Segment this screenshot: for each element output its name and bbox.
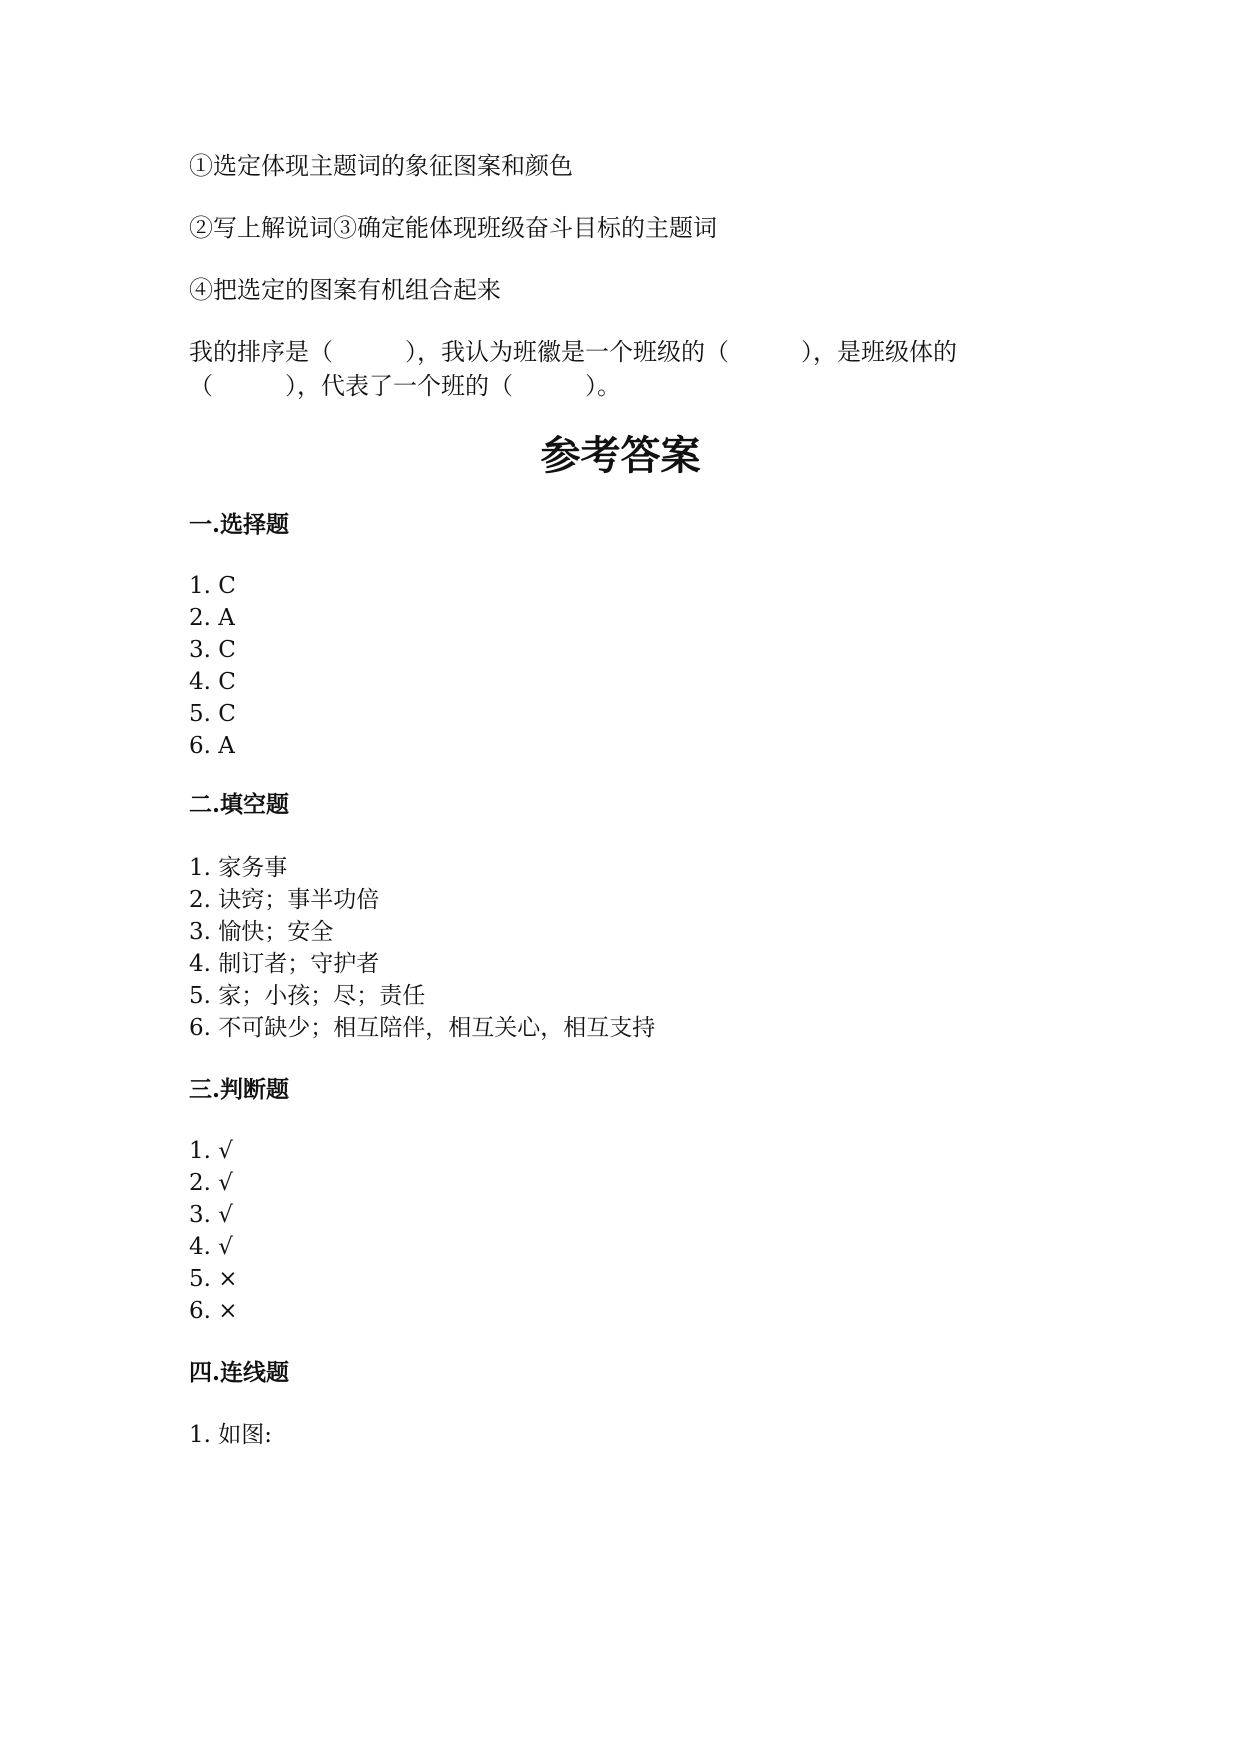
answer-item: 4. √ <box>189 1234 233 1260</box>
question-prompt-line-2: （ ），代表了一个班的（ ）。 <box>189 372 621 400</box>
answer-item: 1. 如图: <box>189 1422 273 1448</box>
answer-item: 4. C <box>189 669 236 695</box>
answer-item: 1. √ <box>189 1138 233 1164</box>
section-heading-matching: 四.连线题 <box>189 1359 290 1386</box>
section-heading-true-false: 三.判断题 <box>189 1076 290 1103</box>
answer-item: 2. √ <box>189 1170 233 1196</box>
section-heading-fill-blank: 二.填空题 <box>189 791 290 818</box>
answer-item: 5. × <box>189 1266 238 1292</box>
step-1: ①选定体现主题词的象征图案和颜色 <box>189 152 573 180</box>
answer-item: 3. 愉快；安全 <box>189 919 334 945</box>
question-prompt-line-1: 我的排序是（ ），我认为班徽是一个班级的（ ），是班级体的 <box>189 338 957 366</box>
answer-item: 6. × <box>189 1298 238 1324</box>
answer-item: 6. A <box>189 733 235 759</box>
answer-item: 3. √ <box>189 1202 233 1228</box>
section-heading-choice: 一.选择题 <box>189 511 290 538</box>
answer-item: 2. A <box>189 605 235 631</box>
answer-item: 5. C <box>189 701 236 727</box>
answer-item: 1. 家务事 <box>189 855 288 881</box>
answer-item: 2. 诀窍；事半功倍 <box>189 887 380 913</box>
answer-item: 1. C <box>189 573 236 599</box>
answer-item: 5. 家；小孩；尽；责任 <box>189 983 426 1009</box>
step-2-3: ②写上解说词③确定能体现班级奋斗目标的主题词 <box>189 214 717 242</box>
answer-key-title: 参考答案 <box>540 432 701 479</box>
answer-item: 3. C <box>189 637 236 663</box>
answer-item: 6. 不可缺少；相互陪伴，相互关心，相互支持 <box>189 1015 656 1041</box>
answer-item: 4. 制订者；守护者 <box>189 951 380 977</box>
step-4: ④把选定的图案有机组合起来 <box>189 276 501 304</box>
